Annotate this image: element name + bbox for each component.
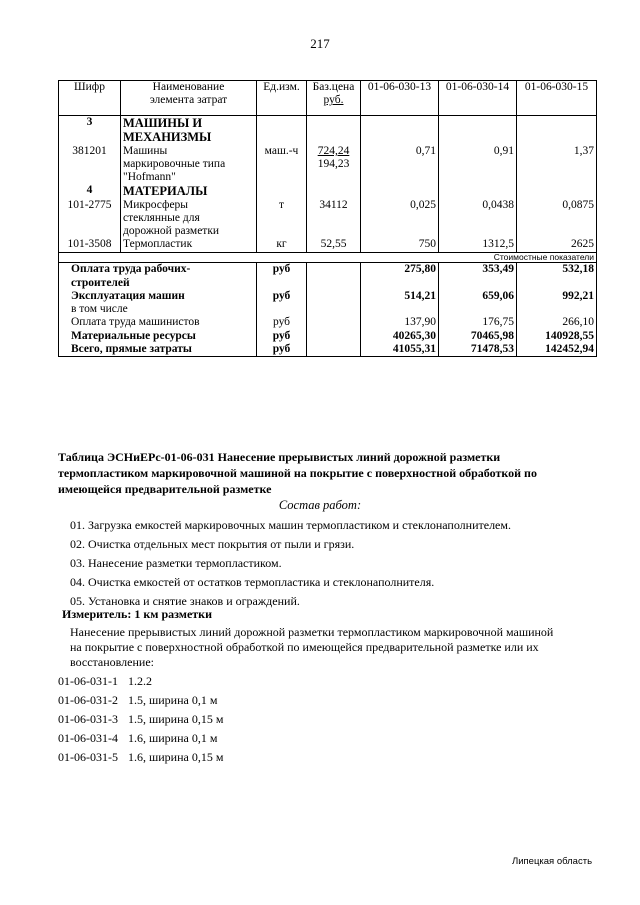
summary-value-3: 266,10 bbox=[517, 316, 597, 329]
row-code: 381201 bbox=[59, 145, 121, 185]
page-number: 217 bbox=[310, 36, 330, 51]
summary-row bbox=[59, 330, 597, 343]
summary-label: в том числе bbox=[59, 303, 257, 316]
header-unit: Ед.изм. bbox=[257, 81, 307, 116]
summary-total-row bbox=[59, 343, 597, 357]
row-value-1: 0,025 bbox=[361, 199, 439, 239]
summary-value-2: 71478,53 bbox=[439, 343, 517, 357]
summary-value-1: 41055,31 bbox=[361, 343, 439, 357]
row-value-1: 0,71 bbox=[361, 145, 439, 185]
works-list bbox=[70, 516, 511, 611]
list-item: 01-06-031-2 1.5, ширина 0,1 м bbox=[58, 693, 218, 707]
summary-unit: руб bbox=[257, 316, 307, 329]
table-title: Таблица ЭСНиЕРс-01-06-031 Нанесение прерывистых линий дорожной разметки термопластиком маркировочной машиной на покрытие с поверхностной обработкой по имеющейся предварительной разметке bbox=[58, 450, 537, 496]
table-row bbox=[59, 145, 597, 185]
list-item: 05. Установка и снятие знаков и ограждений. bbox=[70, 594, 300, 608]
row-code: 101-2775 bbox=[59, 199, 121, 239]
cost-indicators-row bbox=[59, 252, 597, 263]
summary-label: Оплата труда рабочих- строителей bbox=[59, 263, 257, 290]
table-row bbox=[59, 199, 597, 239]
row-code: 101-3508 bbox=[59, 238, 121, 252]
summary-value-1: 40265,30 bbox=[361, 330, 439, 343]
summary-label: Оплата труда машинистов bbox=[59, 316, 257, 329]
row-value-3: 1,37 bbox=[517, 145, 597, 185]
row-value-1: 750 bbox=[361, 238, 439, 252]
header-col2: 01-06-030-14 bbox=[439, 81, 517, 116]
summary-label: Материальные ресурсы bbox=[59, 330, 257, 343]
summary-value-2: 70465,98 bbox=[439, 330, 517, 343]
row-value-2: 1312,5 bbox=[439, 238, 517, 252]
row-name: Машины маркировочные типа "Hofmann" bbox=[121, 145, 257, 185]
row-price: 34112 bbox=[307, 199, 361, 239]
description: Нанесение прерывистых линий дорожной разметки термопластиком маркировочной машиной на покрытие с поверхностной обработкой по имеющейся предварительной разметке или их восстановление: bbox=[70, 625, 554, 669]
summary-value-3: 992,21 bbox=[517, 290, 597, 303]
list-item: 03. Нанесение разметки термопластиком. bbox=[70, 556, 282, 570]
table-row bbox=[59, 238, 597, 252]
row-unit: кг bbox=[257, 238, 307, 252]
header-price: Баз.цена руб. bbox=[307, 81, 361, 116]
row-value-2: 0,91 bbox=[439, 145, 517, 185]
header-col1: 01-06-030-13 bbox=[361, 81, 439, 116]
header-col3: 01-06-030-15 bbox=[517, 81, 597, 116]
row-value-3: 0,0875 bbox=[517, 199, 597, 239]
composition-heading: Состав работ: bbox=[278, 498, 362, 512]
summary-unit: руб bbox=[257, 263, 307, 290]
summary-value-3: 142452,94 bbox=[517, 343, 597, 357]
list-item: 01-06-031-1 1.2.2 bbox=[58, 674, 152, 688]
section-title: МАТЕРИАЛЫ bbox=[121, 184, 257, 198]
summary-row bbox=[59, 263, 597, 290]
summary-row bbox=[59, 303, 597, 316]
list-item: 01-06-031-3 1.5, ширина 0,15 м bbox=[58, 712, 224, 726]
table-header-row bbox=[59, 81, 597, 116]
row-value-2: 0,0438 bbox=[439, 199, 517, 239]
measure-unit: Измеритель: 1 км разметки bbox=[62, 607, 213, 621]
summary-value-1: 514,21 bbox=[361, 290, 439, 303]
summary-unit: руб bbox=[257, 290, 307, 303]
summary-label: Всего, прямые затраты bbox=[59, 343, 257, 357]
summary-value-1: 275,80 bbox=[361, 263, 439, 290]
summary-unit: руб bbox=[257, 343, 307, 357]
machines-section-row bbox=[59, 116, 597, 145]
list-item: 01. Загрузка емкостей маркировочных машин термопластиком и стеклонаполнителем. bbox=[70, 518, 511, 532]
row-name: Микросферы стеклянные для дорожной разметки bbox=[121, 199, 257, 239]
list-item: 01-06-031-4 1.6, ширина 0,1 м bbox=[58, 731, 218, 745]
section-number: 3 bbox=[59, 116, 121, 145]
row-unit: маш.-ч bbox=[257, 145, 307, 185]
row-price: 52,55 bbox=[307, 238, 361, 252]
cost-indicators-label: Стоимостные показатели bbox=[59, 252, 597, 263]
header-code: Шифр bbox=[59, 81, 121, 116]
summary-value-1: 137,90 bbox=[361, 316, 439, 329]
summary-value-3: 532,18 bbox=[517, 263, 597, 290]
row-name: Термопластик bbox=[121, 238, 257, 252]
resource-table bbox=[58, 80, 597, 357]
list-item: 02. Очистка отдельных мест покрытия от пыли и грязи. bbox=[70, 537, 355, 551]
header-name: Наименование элемента затрат bbox=[121, 81, 257, 116]
row-unit: т bbox=[257, 199, 307, 239]
list-item: 01-06-031-5 1.6, ширина 0,15 м bbox=[58, 750, 224, 764]
summary-value-2: 353,49 bbox=[439, 263, 517, 290]
summary-value-3: 140928,55 bbox=[517, 330, 597, 343]
materials-section-row bbox=[59, 184, 597, 198]
row-value-3: 2625 bbox=[517, 238, 597, 252]
summary-row bbox=[59, 290, 597, 303]
row-price: 724,24 194,23 bbox=[307, 145, 361, 185]
summary-unit: руб bbox=[257, 330, 307, 343]
summary-value-2: 659,06 bbox=[439, 290, 517, 303]
summary-label: Эксплуатация машин bbox=[59, 290, 257, 303]
summary-value-2: 176,75 bbox=[439, 316, 517, 329]
list-item: 04. Очистка емкостей от остатков термопластика и стеклонаполнителя. bbox=[70, 575, 435, 589]
codes-list bbox=[58, 672, 223, 767]
footer-region: Липецкая область bbox=[512, 856, 593, 867]
section-title: МАШИНЫ И МЕХАНИЗМЫ bbox=[121, 116, 257, 145]
section-number: 4 bbox=[59, 184, 121, 198]
summary-row bbox=[59, 316, 597, 329]
